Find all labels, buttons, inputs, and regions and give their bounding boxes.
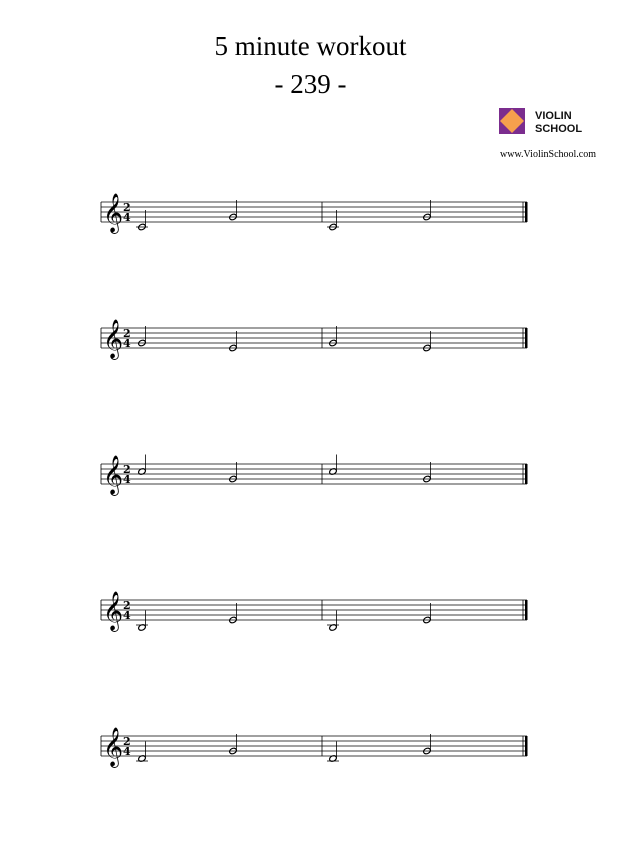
time-signature-top: 2 [123, 735, 131, 748]
page-title: 5 minute workout [214, 31, 407, 61]
time-signature-bottom: 4 [123, 211, 131, 224]
treble-clef-icon: 𝄞 [103, 727, 124, 767]
time-signature-top: 2 [123, 599, 131, 612]
exercise-number: - 239 - [274, 69, 347, 99]
time-signature-top: 2 [123, 327, 131, 340]
time-signature-top: 2 [123, 463, 131, 476]
final-barline-thick [525, 600, 528, 620]
treble-clef-icon: 𝄞 [103, 193, 124, 233]
staff-system [101, 455, 528, 497]
logo-line-1: VIOLIN [535, 110, 572, 122]
staff-system [101, 319, 528, 360]
treble-clef-icon: 𝄞 [103, 319, 124, 359]
treble-clef-icon: 𝄞 [103, 591, 124, 631]
final-barline-thick [525, 202, 528, 222]
staff-system [101, 727, 528, 768]
time-signature-bottom: 4 [123, 745, 131, 758]
staff-system [101, 193, 528, 234]
final-barline-thick [525, 736, 528, 756]
treble-clef-icon: 𝄞 [103, 455, 124, 495]
time-signature-bottom: 4 [123, 473, 131, 486]
website-url: www.ViolinSchool.com [500, 149, 596, 160]
final-barline-thick [525, 328, 528, 348]
time-signature-bottom: 4 [123, 609, 131, 622]
staff-system [101, 591, 528, 632]
time-signature-bottom: 4 [123, 337, 131, 350]
time-signature-top: 2 [123, 201, 131, 214]
logo-line-2: SCHOOL [535, 123, 583, 135]
final-barline-thick [525, 464, 528, 484]
